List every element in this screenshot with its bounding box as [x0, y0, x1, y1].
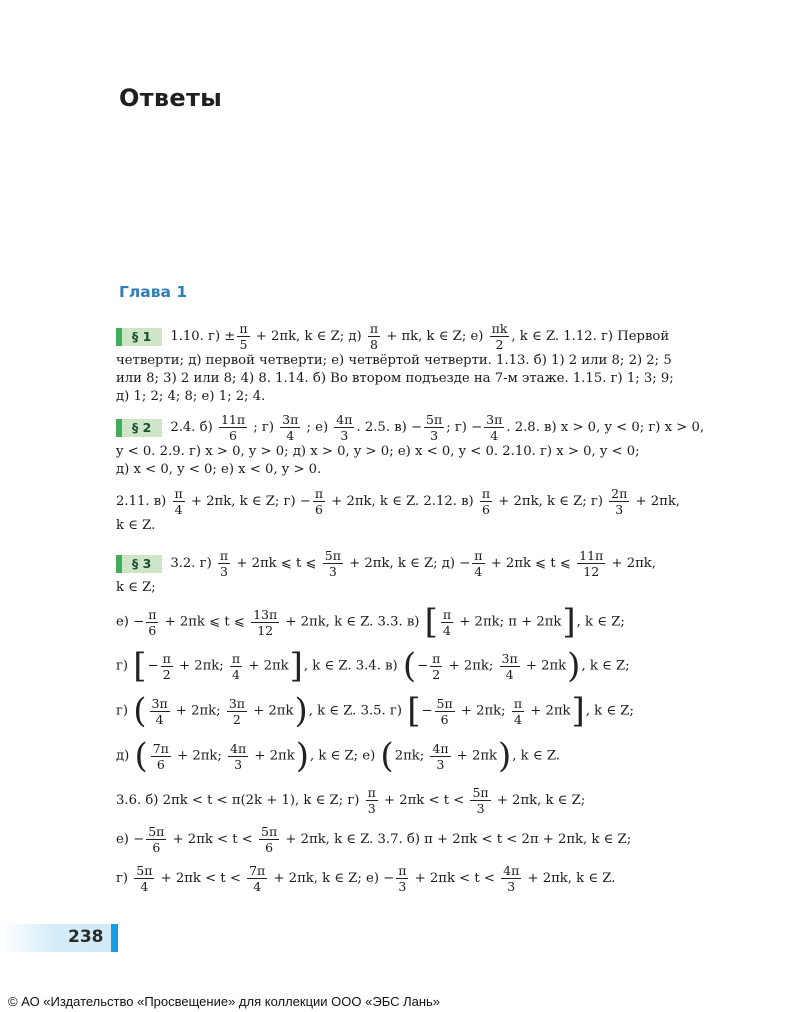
bracket: (	[133, 691, 147, 731]
denominator: 4	[513, 711, 522, 727]
answer-text: , k ∈ Z. 1.12. г) Первой	[511, 329, 670, 344]
fraction	[247, 863, 267, 894]
fraction	[441, 607, 453, 638]
answer-text: 2πk;	[394, 748, 429, 764]
bracket: )	[567, 646, 581, 686]
answer-text: ; г) −	[446, 420, 483, 435]
fraction	[470, 785, 490, 816]
denominator: 6	[482, 502, 490, 517]
bracket: ]	[289, 646, 303, 686]
answer-text: , k ∈ Z.	[512, 748, 560, 764]
answer-text: 1.10. г) ±	[170, 329, 236, 344]
numerator: 2π	[611, 486, 628, 501]
denominator: 2	[232, 711, 241, 727]
answer-text: + 2πk;	[456, 703, 510, 719]
answer-text: ; е)	[302, 420, 333, 435]
bracket: (	[402, 646, 417, 686]
answer-text: + 2πk < t <	[410, 871, 500, 886]
fraction	[237, 321, 249, 352]
fraction	[134, 863, 154, 894]
answer-text: + 2πk, k ∈ Z; д) −	[344, 556, 471, 571]
numerator: π	[239, 321, 248, 336]
answer-line	[116, 412, 722, 443]
denominator: 4	[232, 666, 240, 682]
answer-line	[116, 352, 722, 370]
answer-text: г)	[116, 871, 133, 886]
answer-text: , k ∈ Z;	[576, 614, 625, 630]
denominator: 4	[140, 879, 149, 894]
section-badge: § 3	[116, 555, 162, 573]
denominator: 4	[490, 428, 499, 443]
answer-text: . 2.5. в) −	[356, 420, 423, 435]
numerator: 4π	[230, 740, 247, 756]
answer-text: д) x < 0, y < 0; е) x < 0, y > 0.	[116, 462, 322, 477]
numerator: π	[369, 321, 379, 336]
answer-text: + 2πk, k ∈ Z;	[492, 793, 586, 808]
answer-text: + 2πk ⩽ t ⩽	[232, 556, 321, 571]
answer-line	[116, 461, 722, 479]
fraction	[501, 863, 521, 894]
bracket: [	[133, 646, 147, 686]
fraction	[161, 651, 173, 682]
denominator: 3	[615, 502, 624, 517]
section-3-answers	[116, 548, 722, 597]
answer-text: 2.11. в)	[116, 494, 171, 509]
fraction	[219, 412, 247, 443]
section-2-answers	[116, 412, 722, 479]
numerator: 13π	[253, 606, 278, 622]
answer-line	[116, 604, 625, 641]
numerator: π	[442, 606, 452, 622]
denominator: 3	[436, 756, 445, 772]
numerator: 7π	[249, 863, 266, 878]
denominator: 2	[162, 666, 171, 682]
answer-text: + 2πk, k ∈ Z. 2.12. в)	[327, 494, 478, 509]
answer-text: г)	[116, 703, 133, 719]
fraction	[227, 696, 247, 727]
answer-line	[116, 783, 585, 819]
answer-text: + 2πk	[250, 748, 295, 764]
denominator: 3	[476, 801, 485, 816]
answer-line	[116, 517, 722, 535]
page-number: 238	[68, 927, 104, 947]
fraction	[150, 696, 170, 727]
copyright-notice: © АО «Издательство «Просвещение» для коллекции ООО «ЭБС Лань»	[8, 994, 441, 1009]
answer-line	[116, 822, 631, 858]
answer-text: + 2πk	[452, 748, 498, 764]
fraction	[435, 696, 455, 727]
fraction	[230, 651, 242, 682]
denominator: 6	[265, 840, 274, 855]
answer-text: + 2πk;	[172, 748, 227, 764]
numerator: π	[174, 486, 183, 501]
answer-text: + 2πk	[526, 703, 571, 719]
answer-text: , k ∈ Z. 3.5. г)	[308, 703, 407, 719]
numerator: 3π	[501, 650, 518, 666]
answer-text: 3.2. г)	[170, 556, 216, 571]
bracket: )	[294, 691, 308, 731]
page-title: Ответы	[119, 84, 223, 112]
numerator: 5π	[136, 863, 153, 878]
answer-text: + 2πk; π + 2πk	[455, 614, 562, 630]
answer-line	[116, 738, 560, 775]
answer-line	[116, 443, 722, 461]
fraction	[480, 486, 492, 517]
denominator: 6	[229, 428, 237, 443]
answer-line	[116, 370, 722, 388]
answer-text: е) −	[116, 614, 145, 630]
answer-text: + 2πk < t <	[168, 832, 258, 847]
denominator: 8	[369, 337, 378, 352]
bracket: [	[407, 691, 421, 731]
numerator: 5π	[472, 785, 489, 800]
section-badge: § 1	[116, 328, 162, 346]
answer-text: −	[147, 658, 159, 674]
answer-text: −	[421, 703, 433, 719]
denominator: 6	[148, 622, 157, 638]
bracket: (	[380, 736, 394, 776]
numerator: π	[231, 650, 241, 666]
denominator: 4	[174, 502, 183, 517]
answer-text: или 8; 3) 2 или 8; 4) 8. 1.14. б) Во втором подъезде на 7-м этаже. 1.15. г) 1; 3; 9;	[116, 371, 674, 386]
answer-text: + 2πk, k ∈ Z; д)	[251, 329, 366, 344]
section-1-answers	[116, 321, 722, 406]
answer-text: , k ∈ Z; е)	[309, 748, 380, 764]
denominator: 4	[443, 622, 451, 638]
answer-text: , k ∈ Z;	[581, 658, 630, 674]
fraction	[323, 548, 343, 579]
numerator: 3π	[486, 412, 503, 427]
numerator: 4π	[432, 740, 449, 756]
denominator: 2	[432, 666, 441, 682]
section-badge: § 2	[116, 419, 162, 437]
answer-text: + 2πk, k ∈ Z; г)	[494, 494, 608, 509]
answer-text: + 2πk;	[174, 658, 228, 674]
denominator: 4	[155, 711, 164, 727]
answer-text: + 2πk	[248, 703, 294, 719]
fraction	[151, 741, 171, 772]
answer-line	[116, 548, 722, 579]
bracket: [	[424, 602, 438, 642]
denominator: 6	[314, 502, 323, 517]
numerator: 4π	[503, 863, 520, 878]
bracket: ]	[562, 602, 576, 642]
denominator: 2	[495, 337, 504, 352]
numerator: 3π	[228, 695, 245, 711]
denominator: 3	[234, 756, 243, 772]
answer-line	[116, 861, 615, 897]
answer-text: + 2πk ⩽ t ⩽	[160, 614, 250, 630]
denominator: 6	[440, 711, 449, 727]
denominator: 3	[367, 801, 376, 816]
answer-line	[116, 648, 630, 685]
fraction	[430, 741, 450, 772]
answer-text: + 2πk	[521, 658, 567, 674]
numerator: π	[474, 548, 483, 563]
fraction	[396, 863, 408, 894]
answer-text: −	[417, 658, 429, 674]
numerator: π	[481, 486, 491, 501]
answer-text: + 2πk, k ∈ Z; г) −	[186, 494, 311, 509]
denominator: 3	[398, 879, 407, 894]
denominator: 3	[220, 564, 228, 579]
fraction	[472, 548, 484, 579]
denominator: 4	[505, 666, 514, 682]
numerator: 5π	[426, 412, 443, 427]
answer-text: е) −	[116, 832, 145, 847]
answer-text: + 2πk,	[631, 494, 681, 509]
answer-line	[116, 388, 722, 406]
fraction	[334, 412, 354, 443]
answer-text: y < 0. 2.9. г) x > 0, y > 0; д) x > 0, y > 0; е) x < 0, y < 0. 2.10. г) x > 0, y < 0;	[116, 444, 640, 459]
fraction	[430, 651, 442, 682]
denominator: 4	[286, 428, 295, 443]
chapter-heading: Глава 1	[119, 283, 188, 301]
fraction	[577, 548, 605, 579]
numerator: π	[314, 486, 324, 501]
answer-text: 3.6. б) 2πk < t < π(2k + 1), k ∈ Z; г)	[116, 793, 364, 808]
bracket: )	[295, 736, 309, 776]
denominator: 3	[507, 879, 516, 894]
denominator: 3	[430, 428, 439, 443]
numerator: πk	[491, 321, 508, 336]
answer-text: д) 1; 2; 4; 8; е) 1; 2; 4.	[116, 389, 266, 404]
denominator: 12	[257, 622, 274, 638]
fraction	[146, 607, 158, 638]
numerator: 5π	[436, 695, 453, 711]
answers-2-11-2-12	[116, 486, 722, 535]
fraction	[146, 824, 166, 855]
answer-line	[116, 693, 634, 730]
answer-text: + 2πk, k ∈ Z.	[523, 871, 616, 886]
fraction	[259, 824, 279, 855]
denominator: 3	[340, 428, 349, 443]
numerator: π	[162, 650, 171, 666]
numerator: π	[513, 695, 523, 711]
answer-text: + 2πk;	[444, 658, 498, 674]
answer-text: + 2πk, k ∈ Z. 3.7. б) π + 2πk < t < 2π + 2πk, k ∈ Z;	[281, 832, 632, 847]
answer-text: + 2πk ⩽ t ⩽	[486, 556, 576, 571]
answer-text: , k ∈ Z;	[585, 703, 634, 719]
fraction	[484, 412, 504, 443]
fraction	[368, 321, 380, 352]
answer-text: + 2πk < t <	[379, 793, 469, 808]
answer-text: 2.4. б)	[170, 420, 217, 435]
answer-text: г)	[116, 658, 133, 674]
answer-text: , k ∈ Z. 3.4. в)	[303, 658, 402, 674]
denominator: 12	[583, 564, 600, 579]
numerator: 5π	[261, 824, 278, 839]
denominator: 4	[474, 564, 483, 579]
numerator: π	[367, 785, 376, 800]
numerator: 5π	[324, 548, 341, 563]
denominator: 4	[253, 879, 262, 894]
denominator: 6	[156, 756, 165, 772]
numerator: π	[148, 606, 157, 622]
fraction	[366, 785, 378, 816]
denominator: 5	[239, 337, 248, 352]
numerator: 11π	[579, 548, 604, 563]
numerator: 5π	[148, 824, 165, 839]
denominator: 3	[328, 564, 337, 579]
fraction	[424, 412, 444, 443]
answer-line	[116, 321, 722, 352]
fraction	[218, 548, 230, 579]
fraction	[500, 651, 520, 682]
bracket: )	[498, 736, 512, 776]
fraction	[609, 486, 629, 517]
answer-text: + 2πk, k ∈ Z; е) −	[269, 871, 395, 886]
answer-line	[116, 486, 722, 517]
numerator: 7π	[152, 740, 169, 756]
fraction	[512, 696, 524, 727]
numerator: π	[219, 548, 229, 563]
numerator: 11π	[220, 412, 246, 427]
answer-line	[116, 579, 722, 597]
answer-text: + 2πk	[244, 658, 289, 674]
answer-text: + 2πk;	[171, 703, 225, 719]
bracket: (	[134, 736, 148, 776]
numerator: 3π	[151, 695, 168, 711]
fraction	[313, 486, 325, 517]
answer-text: k ∈ Z.	[116, 518, 156, 533]
answer-text: четверти; д) первой четверти; е) четвёртой четверти. 1.13. б) 1) 2 или 8; 2) 2; 5	[116, 353, 672, 368]
answer-text: д)	[116, 748, 134, 764]
fraction	[280, 412, 300, 443]
answer-text: ; г)	[249, 420, 279, 435]
answer-text: k ∈ Z;	[116, 580, 156, 595]
bracket: ]	[571, 691, 585, 731]
answer-text: . 2.8. в) x > 0, y < 0; г) x > 0,	[506, 420, 705, 435]
fraction	[173, 486, 185, 517]
fraction	[228, 741, 248, 772]
numerator: 4π	[336, 412, 353, 427]
answer-text: + 2πk < t <	[156, 871, 246, 886]
fraction	[490, 321, 510, 352]
denominator: 6	[152, 840, 161, 855]
numerator: 3π	[282, 412, 299, 427]
fraction	[251, 607, 279, 638]
answer-text: + πk, k ∈ Z; е)	[382, 329, 488, 344]
answer-text: + 2πk, k ∈ Z. 3.3. в)	[281, 614, 424, 630]
numerator: π	[432, 650, 441, 666]
answer-text: + 2πk,	[607, 556, 656, 571]
numerator: π	[398, 863, 407, 878]
